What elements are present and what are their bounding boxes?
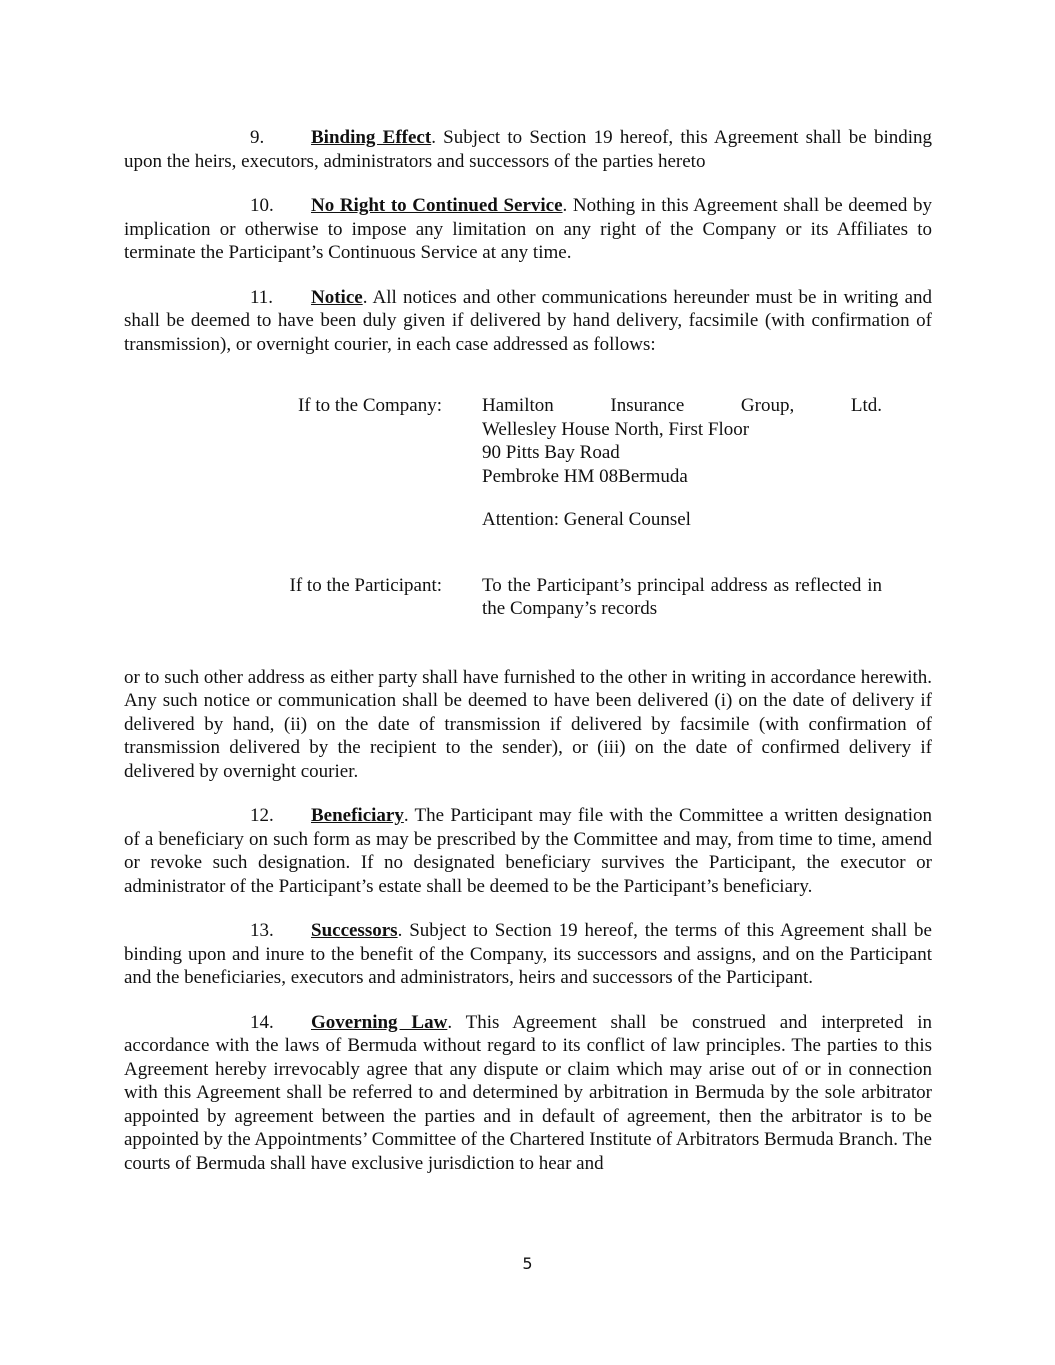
company-address-line: 90 Pitts Bay Road: [482, 442, 620, 463]
section-number: 9.: [250, 127, 265, 148]
company-address-row: [124, 394, 932, 532]
section-number: 11.: [250, 286, 274, 308]
section-heading: No Right to Continued Service: [311, 195, 563, 216]
section-text: . Subject to Section 19 hereof, this Agreement shall be binding upon the heirs, executors, administrators and successors of the parties hereto: [124, 127, 932, 172]
section-heading: Beneficiary: [311, 805, 404, 826]
company-label: If to the Company:: [297, 395, 442, 416]
section-text: . Nothing in this Agreement shall be deemed by implication or otherwise to impose any limitation on any right of the Company or its Affiliates to terminate the Participant’s Continuous Service at any time.: [124, 195, 932, 263]
section-11: [124, 286, 932, 357]
section-13: [124, 919, 932, 990]
section-heading: Binding Effect: [311, 127, 432, 148]
document-page: [124, 126, 932, 1175]
section-text: . The Participant may file with the Committee a written designation of a beneficiary on such form as may be prescribed by the Committee and may, from time to time, amend or revoke such designation. If no designated beneficiary survives the Participant, the executor or administrator of the Participant’s estate shall be deemed to be the Participant’s beneficiary.: [124, 805, 932, 897]
section-heading: Notice: [311, 286, 363, 308]
section-heading: Successors: [311, 920, 398, 941]
participant-label: If to the Participant:: [289, 574, 442, 596]
participant-address: [482, 574, 882, 621]
attention-line: Attention: General Counsel: [482, 509, 691, 530]
section-12: [124, 804, 932, 898]
page-number: 5: [522, 1254, 533, 1273]
section-text: . Subject to Section 19 hereof, the terms of this Agreement shall be binding upon and inure to the benefit of the Company, its successors and assigns, and on the Participant and the beneficiaries, executors and administrators, heirs and successors of the Participant.: [124, 920, 932, 988]
section-number: 12.: [250, 805, 274, 826]
section-number: 13.: [250, 920, 274, 941]
company-address-line: Pembroke HM 08Bermuda: [482, 465, 688, 487]
section-9: [124, 126, 932, 173]
section-11-continuation: or to such other address as either party shall have furnished to the other in writing in accordance herewith. Any such notice or communication shall be deemed to have been delivered (i) on the date of delivery if delivered by hand, (ii) on the date of transmission if delivered by facsimile (with confirmation of transmission delivered by the recipient to the sender), or (iii) on the date of confirmed delivery if delivered by overnight courier.: [124, 666, 932, 782]
participant-address-row: [124, 574, 932, 621]
section-number: 14.: [250, 1011, 274, 1033]
section-10: [124, 194, 932, 265]
notice-addresses: [124, 394, 932, 621]
participant-address-text: To the Participant’s principal address as reflected in the Company’s records: [482, 574, 882, 619]
section-text: . This Agreement shall be construed and interpreted in accordance with the laws of Bermuda without regard to its conflict of law principles. The parties to this Agreement hereby irrevocably agree that any dispute or claim which may arise out of or in connection with this Agreement shall be referred to and determined by arbitration in Bermuda by the sole arbitrator appointed by agreement between the parties and in default of agreement, then the arbitrator is to be appointed by the Appointments’ Committee of the Chartered Institute of Arbitrators Bermuda Branch. The courts of Bermuda shall have exclusive jurisdiction to hear and: [124, 1011, 933, 1174]
section-heading: Governing Law: [311, 1011, 448, 1033]
company-name: Hamilton Insurance Group, Ltd.: [482, 395, 882, 416]
company-address-line: Wellesley House North, First Floor: [482, 418, 750, 440]
section-14: [124, 1011, 932, 1176]
company-address: [482, 394, 882, 532]
section-number: 10.: [250, 195, 274, 216]
section-text: . All notices and other communications hereunder must be in writing and shall be deemed to have been duly given if delivered by hand delivery, facsimile (with confirmation of transmission), or overnight courier, in each case addressed as follows:: [124, 286, 932, 355]
